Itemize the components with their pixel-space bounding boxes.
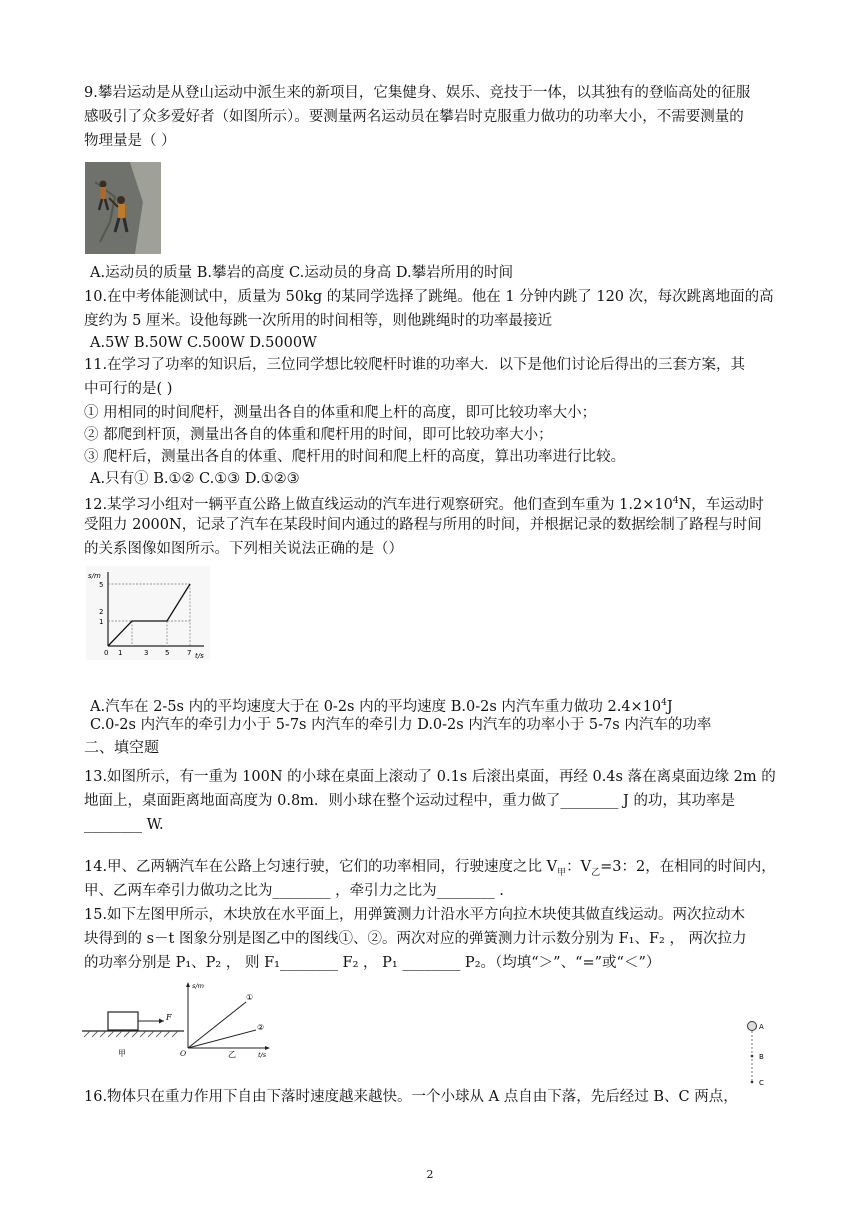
page-number: 2	[426, 1168, 434, 1181]
q14-sub-yi: 乙	[591, 867, 601, 878]
q12-line-1-b: N，车运动时	[678, 496, 764, 513]
origin-label: O	[180, 1049, 187, 1058]
q14-line-1-b: ：V	[566, 859, 592, 875]
q16-falling-ball-diagram	[744, 1018, 774, 1092]
q13-answer-blank-2[interactable]: ________	[84, 817, 142, 833]
q16-line-1: 16.物体只在重力作用下自由下落时速度越来越快。一个小球从 A 点自由下落，先后经过 B、C 两点，	[84, 1089, 738, 1105]
q12-option-b-exponent: 4	[661, 698, 667, 708]
q14-answer-blank-1[interactable]: ________	[272, 883, 331, 899]
x-axis-label: t/s	[258, 1051, 267, 1059]
q15-figure-yi-st-graph	[176, 978, 276, 1062]
graph-line-2	[188, 1030, 256, 1048]
y-tick-2: 2	[99, 608, 104, 616]
q11-line-1: 11.在学习了功率的知识后，三位同学想比较爬杆时谁的功率大．以下是他们讨论后得出的三套方案，其	[84, 357, 746, 373]
q12-line-1	[84, 490, 764, 516]
wooden-block	[108, 1012, 138, 1030]
q12-line-2: 受阻力 2000N，记录了汽车在某段时间内通过的路程与所用的时间，并根据记录的数据绘制了路程与时间	[84, 517, 762, 533]
q14-line-1-a: 14.甲、乙两辆汽车在公路上匀速行驶，它们的功率相同，行驶速度之比 V	[84, 859, 558, 875]
q11-plan-2: ② 都爬到杆顶，测量出各自的体重和爬杆用的时间，即可比较功率大小；	[84, 427, 553, 443]
q14-line-2-c: .	[494, 883, 504, 899]
q14-answer-blank-2[interactable]: ________	[436, 883, 495, 899]
y-tick-1: 1	[99, 618, 104, 626]
rock-climbing-photo	[85, 162, 161, 254]
graph-line-1	[188, 1002, 246, 1048]
q9-line-1: 9.攀岩运动是从登山运动中派生来的新项目，它集健身、娱乐、竞技于一体，以其独有的登临高处的征服	[84, 85, 751, 101]
q13-line-1: 13.如图所示，有一重为 100N 的小球在桌面上滚动了 0.1s 后滚出桌面，再经 0.4s 落在离桌面边缘 2m 的	[84, 769, 776, 785]
q15-figure-jia	[80, 1004, 190, 1060]
q12-line-1-exponent: 4	[672, 496, 679, 506]
x-tick-3: 3	[144, 649, 149, 657]
q15-line-1: 15.如下左图甲所示，木块放在水平面上，用弹簧测力计沿水平方向拉木块使其做直线运动。两次拉动木	[84, 907, 746, 923]
x-tick-0: 0	[104, 649, 109, 657]
q15-line-3: 的功率分别是 P₁、P₂ ， 则 F₁________ F₂ ， P₁ ________ P₂。（均填“＞”、“=”或“＜”）	[84, 955, 661, 971]
q10-line-2: 度约为 5 厘米。设他每跳一次所用的时间相等，则他跳绳时的功率最接近	[84, 313, 552, 329]
q12-line-1-a: 12.某学习小组对一辆平直公路上做直线运动的汽车进行观察研究。他们查到车重为 1.2×10	[84, 496, 673, 513]
x-tick-7: 7	[187, 649, 192, 657]
line-1-label: ①	[246, 993, 254, 1002]
q9-line-2: 感吸引了众多爱好者（如图所示）。要测量两名运动员在攀岩时克服重力做功的功率大小，不需要测量的	[84, 109, 744, 125]
q12-st-graph	[86, 566, 210, 660]
q11-line-2: 中可行的是( )	[84, 381, 173, 397]
line-2-label: ②	[257, 1023, 265, 1032]
q13-line-3-b: W.	[142, 817, 164, 833]
q9-line-3: 物理量是（ ）	[84, 133, 176, 149]
y-axis-label: s/m	[192, 982, 204, 990]
q13-answer-blank-1[interactable]: ________	[560, 793, 619, 809]
q10-line-1: 10.在中考体能测试中，质量为 50kg 的某同学选择了跳绳。他在 1 分钟内跳了 120 次，每次跳离地面的高	[84, 289, 774, 305]
ball	[748, 1022, 757, 1031]
section-title: 二、填空题	[84, 738, 160, 756]
q12-option-b-unit: J	[666, 698, 673, 715]
figure-yi-caption: 乙	[228, 1050, 236, 1059]
q14-line-1-c: =3：2，在相同的时间内，	[600, 859, 776, 875]
q13-line-2-b: J 的功，其功率是	[618, 793, 735, 809]
q12-options-cd: C.0-2s 内汽车的牵引力小于 5-7s 内汽车的牵引力 D.0-2s 内汽车的功率小于 5-7s 内汽车的功率	[90, 717, 712, 733]
x-tick-1: 1	[118, 649, 123, 657]
q14-line-2-a: 甲、乙两车牵引力做功之比为	[84, 883, 273, 899]
q14-line-2-b: ，牵引力之比为	[330, 883, 437, 899]
q15-line-2: 块得到的 s－t 图象分别是图乙中的图线①、②。两次对应的弹簧测力计示数分别为 F₁、F₂ ， 两次拉力	[84, 931, 747, 947]
q14-line-2	[84, 880, 504, 902]
q11-plan-1: ① 用相同的时间爬杆，测量出各自的体重和爬上杆的高度，即可比较功率大小；	[84, 405, 597, 421]
figure-jia-caption: 甲	[118, 1049, 126, 1058]
q13-line-2	[84, 790, 735, 812]
point-c-label: C	[759, 1079, 764, 1087]
y-axis-label: s/m	[88, 572, 101, 580]
q12-line-3: 的关系图像如图所示。下列相关说法正确的是（）	[84, 541, 403, 557]
q11-options: A.只有① B.①② C.①③ D.①②③	[90, 471, 300, 487]
q12-option-a-text: A.汽车在 2-5s 内的平均速度大于在 0-2s 内的平均速度 B.0-2s 内汽车重力做功 2.4×10	[90, 698, 662, 715]
q11-plan-3: ③ 爬杆后，测量出各自的体重、爬杆用的时间和爬上杆的高度，算出功率进行比较。	[84, 449, 626, 465]
q10-options: A.5W B.50W C.500W D.5000W	[90, 335, 317, 351]
force-label: F	[166, 1013, 172, 1022]
q14-sub-jia: 甲	[557, 867, 567, 878]
q13-line-2-a: 地面上，桌面距离地面高度为 0.8m．则小球在整个运动过程中，重力做了	[84, 793, 561, 809]
x-axis-label: t/s	[195, 652, 204, 660]
point-b-label: B	[759, 1053, 764, 1061]
q13-line-3	[84, 814, 164, 836]
x-tick-5: 5	[165, 649, 170, 657]
q9-options: A.运动员的质量 B.攀岩的高度 C.运动员的身高 D.攀岩所用的时间	[90, 265, 514, 281]
y-tick-5: 5	[99, 581, 104, 589]
point-a-label: A	[759, 1023, 764, 1031]
